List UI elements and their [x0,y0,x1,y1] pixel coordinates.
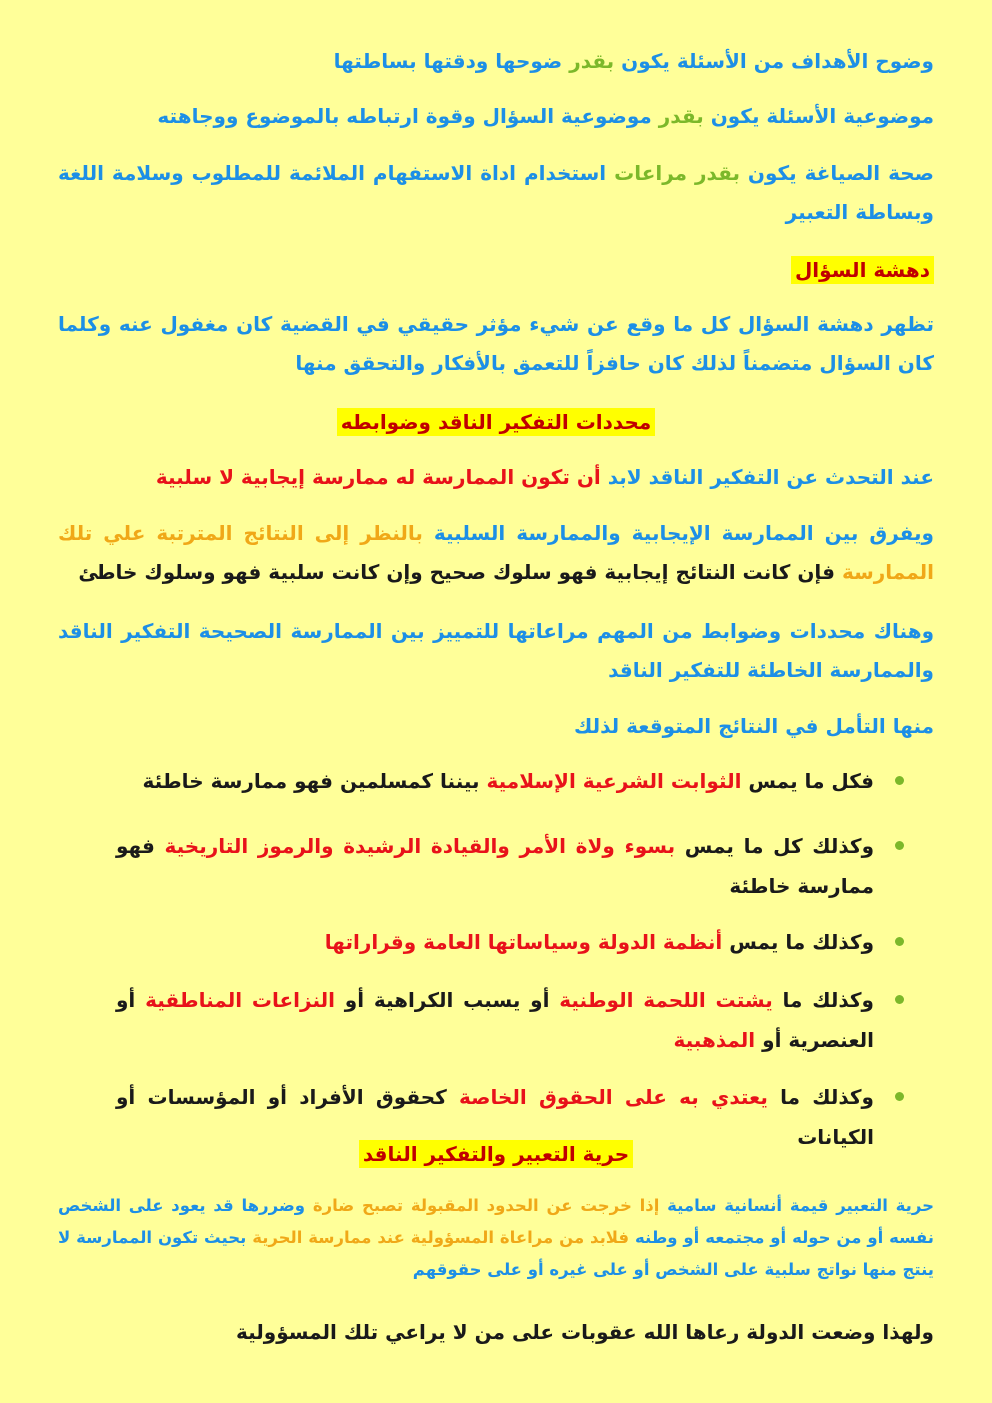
list-item [116,761,874,801]
text-segment: موضوعية السؤال وقوة ارتباطه بالموضوع ووجاهته [157,104,659,128]
text-segment: وكذلك ما [767,1085,874,1109]
highlight-segment: المذهبية [673,1028,756,1052]
paragraph-distinguish-practice [58,514,934,592]
heading-text: محددات التفكير الناقد وضوابطه [337,408,656,436]
heading-text: حرية التعبير والتفكير الناقد [359,1140,633,1168]
bullet-icon [895,1092,904,1101]
highlight-segment: بقدر مراعات [614,161,740,185]
bullet-icon [895,937,904,946]
paragraph-constraints: وهناك محددات وضوابط من المهم مراعاتها للتمييز بين الممارسة الصحيحة التفكير الناقد والممارسة الخاطئة للتفكير الناقد [58,619,934,682]
list-item [116,980,874,1060]
highlight-segment: أن تكون الممارسة له ممارسة إيجابية لا سلبية [155,465,601,489]
paragraph-objectivity [58,97,934,136]
bullet-icon [895,841,904,850]
text-segment: وضررها قد يعود على الشخص نفسه أو من حوله أو مجتمعه أو وطنه [58,1196,934,1247]
text-segment: ويفرق بين الممارسة الإيجابية والممارسة السلبية [422,521,934,545]
bullet-icon [895,995,904,1004]
heading-freedom-expression [0,1136,992,1172]
highlight-segment: يشتت اللحمة الوطنية [559,988,773,1012]
list-item [116,922,874,962]
highlight-segment: أنظمة الدولة وسياساتها العامة وقراراتها [324,930,723,954]
text-segment: فهو ممارسة خاطئة [116,834,874,898]
text-segment: بيننا كمسلمين فهو ممارسة خاطئة [142,769,487,793]
paragraph-consequences: منها التأمل في النتائج المتوقعة لذلك [574,714,934,738]
paragraph-freedom-expression [58,1190,934,1286]
highlight-segment: فلابد من مراعاة المسؤولية عند ممارسة الحرية [252,1228,630,1247]
highlight-segment: الثوابت الشرعية الإسلامية [486,769,742,793]
text-segment: أو يسبب الكراهية أو [334,988,560,1012]
text-segment: وكذلك ما يمس [722,930,874,954]
highlight-segment: بقدر [569,49,615,73]
heading-question-wonder [791,252,934,288]
bullet-icon [895,776,904,785]
text-segment: وكذلك كل ما يمس [675,834,874,858]
text-segment: ضوحها ودقتها بساطتها [333,49,570,73]
text-segment: صحة الصياغة يكون [739,161,934,185]
paragraph-penalties: ولهذا وضعت الدولة رعاها الله عقوبات على من لا يراعي تلك المسؤولية [235,1320,934,1344]
text-segment: كحقوق الأفراد أو المؤسسات أو الكيانات [116,1085,874,1149]
paragraph-wording [58,154,934,232]
text-segment: أو العنصرية أو [116,988,874,1052]
text-segment: فكل ما يمس [741,769,874,793]
text-segment: حرية التعبير قيمة أنسانية سامية [659,1196,934,1215]
paragraph-clarity [58,42,934,81]
list-item [116,826,874,906]
text-segment: عند التحدث عن التفكير الناقد لابد [600,465,934,489]
highlight-segment: بالنظر إلى النتائج المترتبة علي تلك الممارسة [58,521,934,584]
highlight-segment: بسوء ولاة الأمر والقيادة الرشيدة والرموز التاريخية [164,834,676,858]
highlight-segment: يعتدي به على الحقوق الخاصة [459,1085,768,1109]
text-segment: وكذلك ما [772,988,874,1012]
highlight-segment: بقدر [658,104,704,128]
highlight-segment: إذا خرجت عن الحدود المقبولة تصبح ضارة [312,1196,660,1215]
text-segment: استخدام اداة الاستفهام الملائمة للمطلوب وسلامة اللغة وبساطة التعبير [58,161,934,224]
heading-critical-thinking-limits [0,404,992,440]
paragraph-positive-practice [58,458,934,497]
text-segment: موضوعية الأسئلة يكون [703,104,934,128]
text-segment: بحيث تكون الممارسة لا ينتج منها نواتج سلبية على الشخص أو على غيره أو على حقوقهم [58,1228,934,1279]
heading-text: دهشة السؤال [791,256,934,284]
text-segment: وضوح الأهداف من الأسئلة يكون [614,49,934,73]
highlight-segment: النزاعات المناطقية [145,988,335,1012]
text-segment: فإن كانت النتائج إيجابية فهو سلوك صحيح وإن كانت سلبية فهو وسلوك خاطئ [78,560,842,584]
paragraph-question-wonder: تظهر دهشة السؤال كل ما وقع عن شيء مؤثر حقيقي في القضية كان مغفول عنه وكلما كان السؤال متضمناً لذلك كان حافزاً للتعمق بالأفكار والتحقق منها [58,312,934,375]
